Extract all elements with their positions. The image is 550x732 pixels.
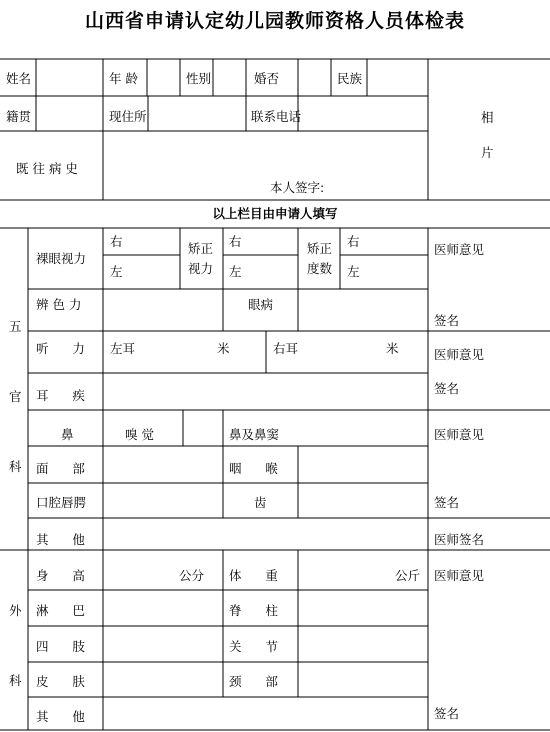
corrected-vision-label-1: 矫正 xyxy=(188,241,214,256)
teeth-label: 齿 xyxy=(254,495,267,510)
applicant-signature-label: 本人签字: xyxy=(270,180,325,195)
correction-degree-label-2: 度数 xyxy=(307,261,333,276)
ear-disease-label: 耳 疾 xyxy=(36,388,85,403)
corrected-vision-label-2: 视力 xyxy=(188,261,214,276)
five-senses-side-3: 科 xyxy=(9,459,22,474)
ear-doctor-opinion-label: 医师意见 xyxy=(434,347,485,362)
neck-label: 颈 部 xyxy=(229,674,278,689)
surgery-other-label: 其 他 xyxy=(36,709,85,724)
height-unit: 公分 xyxy=(179,568,205,583)
naked-vision-left: 左 xyxy=(110,264,123,279)
throat-label: 咽 喉 xyxy=(229,461,278,476)
eye-disease-label: 眼病 xyxy=(248,297,274,312)
nose-label: 鼻 xyxy=(61,427,74,442)
left-ear-label: 左耳 xyxy=(110,341,136,356)
ethnicity-label: 民族 xyxy=(337,71,363,86)
surgery-doctor-opinion-label: 医师意见 xyxy=(434,568,485,583)
spine-label: 脊 柱 xyxy=(229,603,278,618)
surgery-side-1: 外 xyxy=(9,603,22,618)
age-label: 年 龄 xyxy=(109,71,138,86)
phone-label: 联系电话 xyxy=(251,109,302,124)
photo-label-1: 相 xyxy=(481,110,494,125)
five-senses-side-2: 官 xyxy=(9,389,22,404)
applicant-note: 以上栏目由申请人填写 xyxy=(212,206,338,221)
surgery-side-2: 科 xyxy=(9,673,22,688)
eye-doctor-opinion-label: 医师意见 xyxy=(434,242,485,257)
naked-vision-label: 裸眼视力 xyxy=(36,251,87,266)
five-senses-other-label: 其 他 xyxy=(36,532,85,547)
ear-sign-label: 签名 xyxy=(434,381,460,396)
eye-sign-label: 签名 xyxy=(434,313,460,328)
hearing-label: 听 力 xyxy=(36,341,85,356)
smell-label: 嗅 觉 xyxy=(125,427,154,442)
lymph-label: 淋 巴 xyxy=(36,603,85,618)
joints-label: 关 节 xyxy=(229,639,278,654)
weight-label: 体 重 xyxy=(229,568,278,583)
color-vision-label: 辨 色 力 xyxy=(36,297,82,312)
marital-label: 婚否 xyxy=(254,71,280,86)
ent-sign-label: 签名 xyxy=(434,495,460,510)
height-label: 身 高 xyxy=(36,568,85,583)
correction-degree-label-1: 矫正 xyxy=(307,241,333,256)
ent-doctor-opinion-label: 医师意见 xyxy=(434,427,485,442)
weight-unit: 公斤 xyxy=(395,568,421,583)
residence-label: 现住所 xyxy=(109,109,147,124)
five-senses-side-1: 五 xyxy=(9,319,22,334)
face-label: 面 部 xyxy=(36,461,85,476)
skin-label: 皮 肤 xyxy=(36,674,85,689)
mouth-label: 口腔唇腭 xyxy=(36,495,87,510)
photo-label-2: 片 xyxy=(481,145,494,160)
surgery-sign-label: 签名 xyxy=(434,706,460,721)
limbs-label: 四 肢 xyxy=(36,639,85,654)
nose-sinus-label: 鼻及鼻窦 xyxy=(229,427,280,442)
correction-degree-right: 右 xyxy=(347,234,360,249)
medical-history-label: 既 往 病 史 xyxy=(16,161,78,176)
naked-vision-right: 右 xyxy=(110,234,123,249)
five-senses-doctor-sign-label: 医师签名 xyxy=(434,532,485,547)
right-ear-label: 右耳 xyxy=(273,341,299,356)
corrected-vision-right: 右 xyxy=(229,234,242,249)
correction-degree-left: 左 xyxy=(347,264,360,279)
page-title: 山西省申请认定幼儿园教师资格人员体检表 xyxy=(84,10,465,32)
name-label: 姓名 xyxy=(6,71,32,86)
corrected-vision-left: 左 xyxy=(229,264,242,279)
left-ear-meter: 米 xyxy=(217,341,230,356)
gender-label: 性别 xyxy=(186,71,212,86)
native-place-label: 籍贯 xyxy=(6,109,32,124)
right-ear-meter: 米 xyxy=(386,341,399,356)
